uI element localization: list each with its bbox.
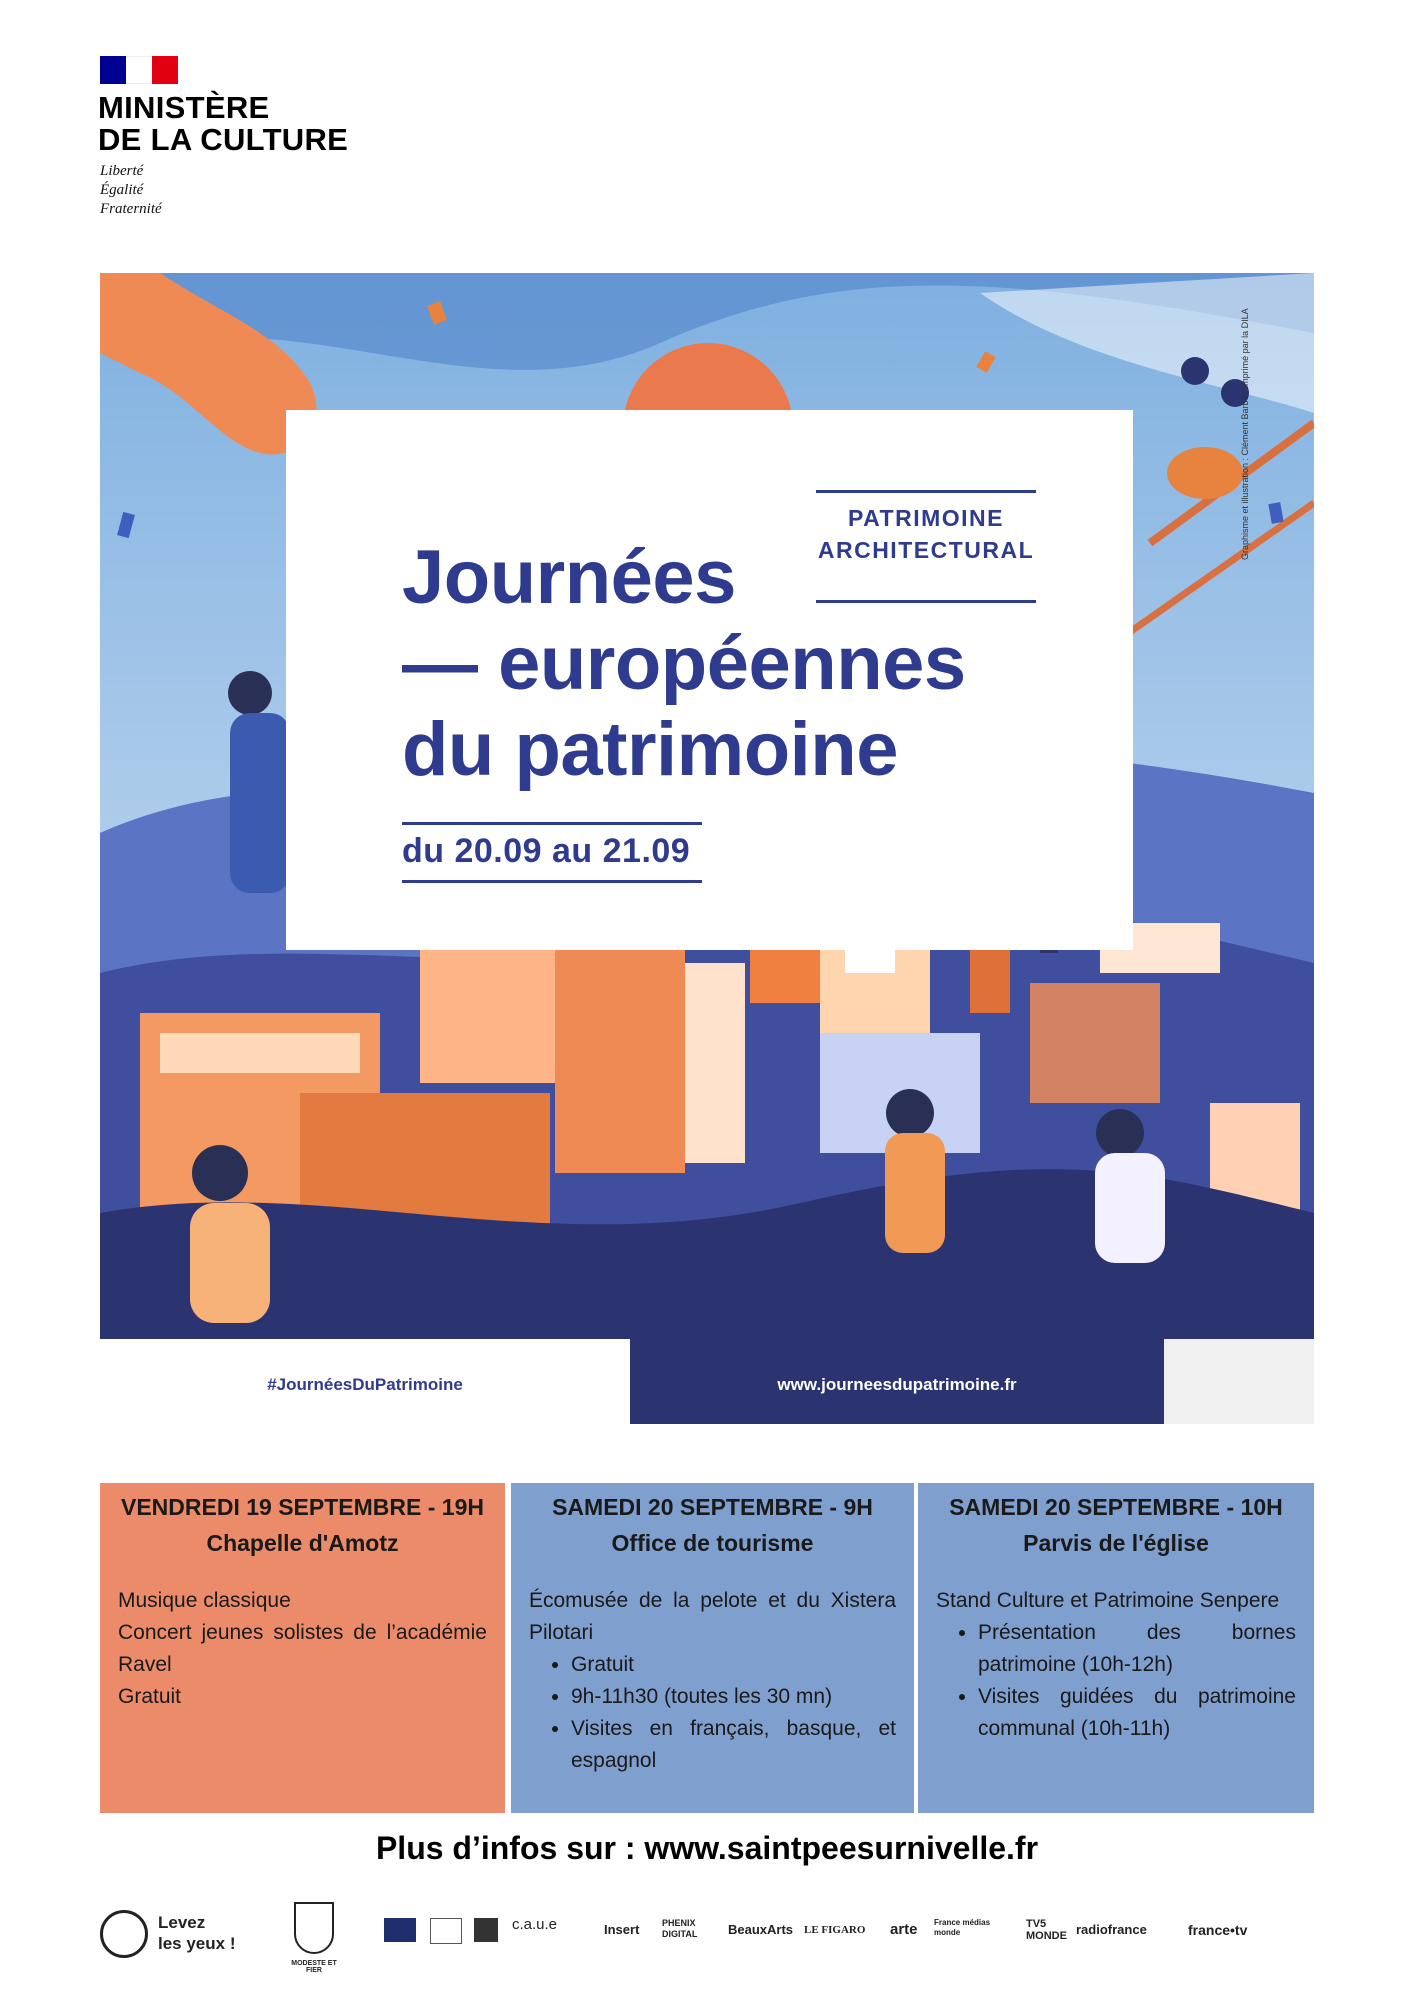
le-figaro-logo: LE FIGARO xyxy=(804,1924,866,1936)
event-heading xyxy=(118,1483,487,1561)
levez-les-yeux-logo xyxy=(158,1912,236,1954)
flag-blue xyxy=(100,56,126,84)
event-bullet: • Gratuit xyxy=(571,1649,896,1681)
caue-logo: c.a.u.e xyxy=(512,1916,558,1933)
event-bullet: • Visites guidées du patrimoine communal (10h-11h) xyxy=(978,1681,1296,1745)
event-description xyxy=(936,1585,1296,1745)
event-description xyxy=(118,1585,487,1713)
illustration-credit: Graphisme et illustration : Clément Barbé / imprimé par la DILA xyxy=(1240,308,1250,560)
partner-logos xyxy=(96,1900,1326,1980)
tv5-monde-logo: TV5 MONDE xyxy=(1026,1918,1067,1942)
event-line: Stand Culture et Patrimoine Senpere xyxy=(936,1589,1280,1612)
event-location: Parvis de l'église xyxy=(1023,1530,1209,1556)
theme-line1: PATRIMOINE xyxy=(848,505,1004,531)
motto-fraternite: Fraternité xyxy=(100,201,162,217)
poster-dates: du 20.09 au 21.09 xyxy=(402,832,691,870)
phenix-digital-logo: PHENIX DIGITAL xyxy=(662,1918,698,1939)
theme-rule-top xyxy=(816,490,1036,493)
flag-red xyxy=(152,56,178,84)
poster-hashtag: #JournéesDuPatrimoine xyxy=(267,1375,463,1394)
arte-logo: arte xyxy=(890,1921,918,1938)
event-bullet: • 9h-11h30 (toutes les 30 mn) xyxy=(571,1681,896,1713)
person-head xyxy=(228,671,272,715)
levez-line1: Levez xyxy=(158,1913,206,1932)
event-location: Office de tourisme xyxy=(611,1530,814,1556)
poster-title-line1: Journées xyxy=(402,535,736,620)
dates-rule-bottom xyxy=(402,880,702,883)
event-date: SAMEDI 20 SEPTEMBRE - 10H xyxy=(949,1494,1283,1520)
event-bullets xyxy=(529,1649,896,1777)
radiofrance-logo: radiofrance xyxy=(1076,1922,1147,1937)
crest-caption: MODESTE ET FIER xyxy=(291,1960,337,1974)
ministry-name-line1: MINISTÈRE xyxy=(98,90,270,125)
event-location: Chapelle d'Amotz xyxy=(206,1530,399,1556)
eye-icon xyxy=(100,1910,148,1958)
event-bullets xyxy=(936,1617,1296,1745)
event-date: VENDREDI 19 SEPTEMBRE - 19H xyxy=(121,1494,484,1520)
poster-theme xyxy=(816,502,1036,566)
eu-flag-icon xyxy=(384,1918,416,1942)
event-bullet: • Visites en français, basque, et espagnol xyxy=(571,1713,896,1777)
town-crest-icon xyxy=(294,1902,334,1954)
ministry-name-line2: DE LA CULTURE xyxy=(98,122,349,157)
poster-website-link[interactable]: www.journeesdupatrimoine.fr xyxy=(777,1375,1017,1394)
event-saturday-church xyxy=(918,1483,1314,1813)
theme-line2: ARCHITECTURAL xyxy=(817,537,1035,563)
insert-logo: Insert xyxy=(604,1922,640,1937)
council-europe-icon xyxy=(430,1918,462,1944)
french-flag-logo xyxy=(100,56,178,84)
ministry-name xyxy=(98,92,348,156)
france-medias-monde-logo: France médias monde xyxy=(934,1918,991,1937)
strip-tail xyxy=(1164,1339,1314,1424)
partner-square-icon xyxy=(474,1918,498,1942)
event-bullet: • Présentation des bornes patrimoine (10h-12h) xyxy=(978,1617,1296,1681)
event-friday xyxy=(100,1483,505,1813)
poster-title-line3: du patrimoine xyxy=(402,707,898,792)
event-line: Gratuit xyxy=(118,1685,182,1708)
motto-liberte: Liberté xyxy=(100,163,144,179)
event-saturday-morning xyxy=(511,1483,914,1813)
poster-title-card xyxy=(286,410,1133,950)
beauxarts-logo: BeauxArts xyxy=(728,1922,794,1937)
event-heading xyxy=(936,1483,1296,1561)
event-date: SAMEDI 20 SEPTEMBRE - 9H xyxy=(552,1494,873,1520)
levez-line2: les yeux ! xyxy=(158,1934,236,1953)
event-heading xyxy=(529,1483,896,1561)
event-description xyxy=(529,1585,896,1777)
more-info-link[interactable]: Plus d’infos sur : www.saintpeesurnivelle.fr xyxy=(375,1830,1039,1866)
theme-rule-bottom xyxy=(816,600,1036,603)
france-tv-logo: france•tv xyxy=(1188,1922,1248,1938)
motto-egalite: Égalité xyxy=(100,182,144,198)
flag-white xyxy=(126,56,152,84)
event-line: Écomusée de la pelote et du Xistera Pilotari xyxy=(529,1589,896,1644)
poster-title-line2: — européennes xyxy=(402,621,966,706)
republic-motto xyxy=(100,162,162,219)
event-line: Concert jeunes solistes de l’académie Ravel xyxy=(118,1621,487,1676)
bird-shape xyxy=(1167,447,1243,499)
dates-rule-top xyxy=(402,822,702,825)
event-line: Musique classique xyxy=(118,1589,291,1612)
